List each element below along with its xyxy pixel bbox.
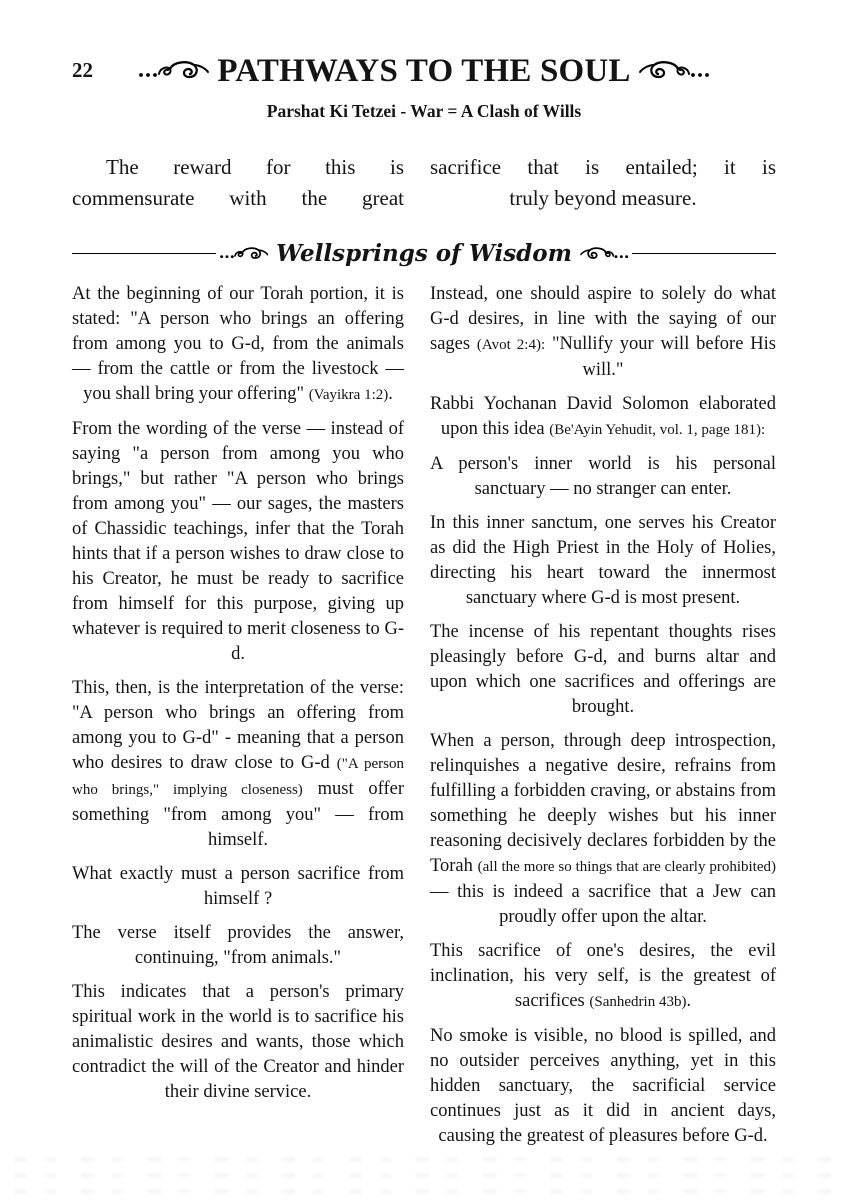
paragraph — [72, 282, 404, 408]
intro-right-column — [430, 152, 776, 214]
text-segment: The verse itself provides the answer, continuing, "from animals." — [72, 923, 404, 968]
intro-line: truly beyond measure. — [509, 186, 697, 210]
text-segment: Rabbi Yochanan David Solomon elaborated upon this idea — [430, 394, 776, 439]
citation: (Vayikra 1:2) — [308, 387, 389, 403]
intro-line: sacrifice that is entailed; it is — [430, 155, 776, 179]
text-segment: . — [388, 384, 393, 404]
section-divider — [72, 240, 776, 267]
citation: (all the more so things that are clearly prohibited) — [477, 859, 776, 875]
paragraph — [72, 980, 404, 1105]
text-segment: — this is indeed a sacrifice that a Jew can proudly offer upon the altar. — [430, 882, 776, 927]
text-segment: "Nullify your will before His will." — [545, 334, 776, 380]
citation: (Avot 2:4): — [476, 337, 546, 353]
text-segment: A person's inner world is his personal sanctuary — no stranger can enter. — [430, 454, 776, 499]
citation: ("A person who brings," implying closeness) — [72, 756, 404, 798]
paragraph — [430, 511, 776, 611]
text-segment: In this inner sanctum, one serves his Creator as did the High Priest in the Holy of Holies, directing his heart toward the innermost sanctuary where G-d is most present. — [430, 513, 776, 608]
text-segment: At the beginning of our Torah portion, it is stated: "A person who brings an offering from among you to G-d, from the animals — from the cattle or from the livestock — you shall bring your offering" — [72, 284, 404, 404]
divider-rule-left — [72, 253, 216, 254]
citation: (Be'Ayin Yehudit, vol. 1, page 181): — [549, 422, 766, 438]
divider-rule-right — [632, 253, 776, 254]
paragraph — [430, 1024, 776, 1149]
paragraph — [430, 729, 776, 930]
paragraph — [430, 939, 776, 1015]
scroll-flourish-icon — [219, 246, 268, 262]
body-right-column — [430, 282, 776, 1158]
intro-line: The reward for this is — [106, 155, 404, 179]
text-segment: The incense of his repentant thoughts rises pleasingly before G-d, and burns altar and upon which one sacrifices and offerings are brought. — [430, 622, 776, 717]
text-segment: . — [686, 991, 692, 1011]
paragraph — [430, 620, 776, 720]
body-columns — [72, 282, 776, 1158]
text-segment: must offer something "from among you" — from himself. — [72, 779, 405, 850]
page-number: 22 — [72, 58, 93, 82]
paragraph — [430, 392, 776, 443]
text-segment: What exactly must a person sacrifice from himself ? — [72, 864, 404, 909]
paragraph — [430, 452, 776, 502]
citation: (Sanhedrin 43b) — [589, 994, 687, 1010]
page-subtitle: Parshat Ki Tetzei - War = A Clash of Wills — [266, 101, 582, 121]
text-segment: From the wording of the verse — instead of saying "a person from among you who brings," but rather "A person who brings from among you" — our sages, the masters of Chassidic teachings, infer that the Torah hints that if a person wishes to draw close to his Creator, he must be ready to sacrifice from himself for this purpose, giving up whatever is required to merit closeness to G-d. — [72, 419, 404, 664]
text-segment: No smoke is visible, no blood is spilled, and no outsider perceives anything, yet in this hidden sanctuary, the sacrificial service continues just as it did in ancient days, causing the greatest of pleasures before G-d. — [430, 1026, 776, 1146]
section-title: Wellsprings of Wisdom — [276, 240, 572, 267]
text-segment: This sacrifice of one's desires, the evil inclination, his very self, is the greatest of sacrifices — [430, 941, 776, 1011]
text-segment: This indicates that a person's primary spiritual work in the world is to sacrifice his animalistic desires and wants, those which contradict the will of the Creator and hinder their divine service. — [72, 982, 404, 1102]
page-title: PATHWAYS TO THE SOUL — [217, 52, 631, 89]
paragraph — [72, 862, 404, 912]
scroll-flourish-icon — [137, 59, 211, 83]
intro-lead — [72, 152, 776, 214]
scroll-flourish-icon — [580, 246, 629, 262]
paragraph — [430, 282, 776, 383]
page-header — [72, 48, 776, 94]
paragraph — [72, 417, 404, 667]
intro-line: commensurate with the great — [72, 186, 404, 210]
paragraph — [72, 676, 404, 853]
scroll-flourish-icon — [637, 59, 711, 83]
text-segment: This, then, is the interpretation of the verse: "A person who brings an offering from among you to G-d" - meaning that a person who desires to draw close to G-d — [72, 678, 404, 773]
text-segment: When a person, through deep introspection, relinquishes a negative desire, refrains from fulfilling a forbidden craving, or abstains from something he deeply wishes but his inner reasoning decisively declares forbidden by the Torah — [430, 731, 776, 876]
intro-left-column — [72, 152, 404, 214]
text-segment: Instead, one should aspire to solely do what G-d desires, in line with the saying of our sages — [430, 284, 776, 354]
body-left-column — [72, 282, 404, 1158]
paragraph — [72, 921, 404, 971]
